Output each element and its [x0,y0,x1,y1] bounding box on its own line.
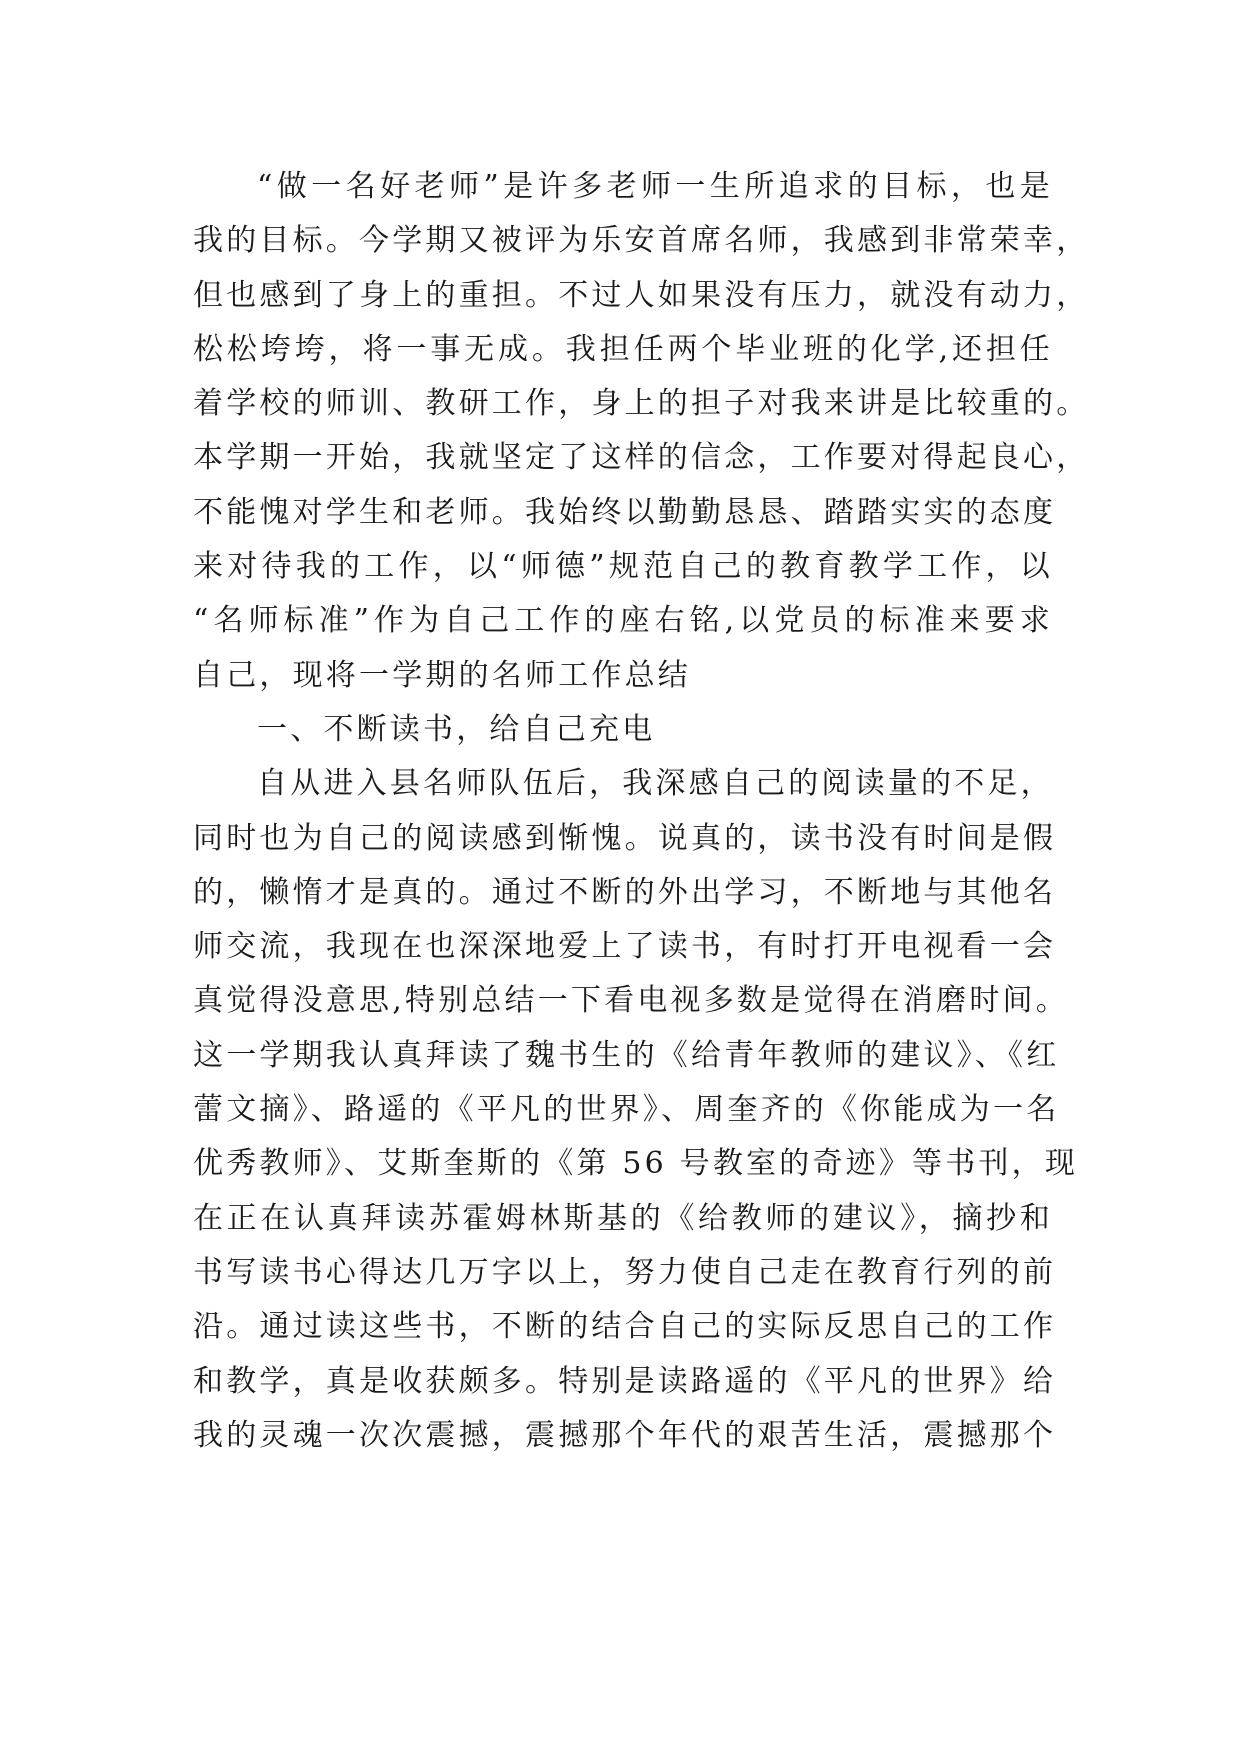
paragraph-line: 着学校的师训、教研工作，身上的担子对我来讲是比较重的。 [193,386,1090,422]
paragraph-line: 来对待我的工作，以“师德”规范自己的教育教学工作，以 [193,549,1053,585]
paragraph-line: 优秀教师》、艾斯奎斯的《第 56 号教室的奇迹》等书刊，现 [193,1146,1079,1182]
section-heading: 一、不断读书，给自己充电 [257,711,656,747]
paragraph-line-last: 自己，现将一学期的名师工作总结 [193,657,691,693]
paragraph-line: 我的灵魂一次次震撼，震撼那个年代的艰苦生活，震撼那个 [193,1417,1057,1453]
paragraph-line: 不能愧对学生和老师。我始终以勤勤恳恳、踏踏实实的态度 [193,494,1057,530]
paragraph-line: 和教学，真是收获颇多。特别是读路遥的《平凡的世界》给 [193,1363,1057,1399]
paragraph-line: 但也感到了身上的重担。不过人如果没有压力，就没有动力， [193,277,1090,313]
paragraph-line: 在正在认真拜读苏霍姆林斯基的《给教师的建议》，摘抄和 [193,1200,1053,1236]
paragraph-line: 本学期一开始，我就坚定了这样的信念，工作要对得起良心， [193,440,1090,476]
paragraph-line: 蕾文摘》、路遥的《平凡的世界》、周奎齐的《你能成为一名 [193,1092,1060,1128]
paragraph-line: 沿。通过读这些书，不断的结合自己的实际反思自己的工作 [193,1309,1057,1345]
document-body [193,160,1090,1463]
paragraph-line: 我的目标。今学期又被评为乐安首席名师，我感到非常荣幸， [193,223,1090,259]
paragraph-line: 这一学期我认真拜读了魏书生的《给青年教师的建议》、《红 [193,1037,1060,1073]
paragraph-line: 自从进入县名师队伍后，我深感自己的阅读量的不足， [257,766,1054,802]
paragraph-line: 书写读书心得达几万字以上，努力使自己走在教育行列的前 [193,1254,1057,1290]
paragraph-line: “名师标准”作为自己工作的座右铭,以党员的标准来要求 [193,603,1053,639]
paragraph-line: 同时也为自己的阅读感到惭愧。说真的，读书没有时间是假 [193,820,1057,856]
paragraph-line: 松松垮垮，将一事无成。我担任两个毕业班的化学,还担任 [193,331,1053,367]
paragraph-line: “做一名好老师”是许多老师一生所追求的目标，也是 [257,169,1053,204]
paragraph-line: 师交流，我现在也深深地爱上了读书，有时打开电视看一会 [193,929,1057,965]
paragraph-line: 真觉得没意思,特别总结一下看电视多数是觉得在消磨时间。 [193,983,1069,1019]
paragraph-line: 的，懒惰才是真的。通过不断的外出学习，不断地与其他名 [193,874,1057,910]
